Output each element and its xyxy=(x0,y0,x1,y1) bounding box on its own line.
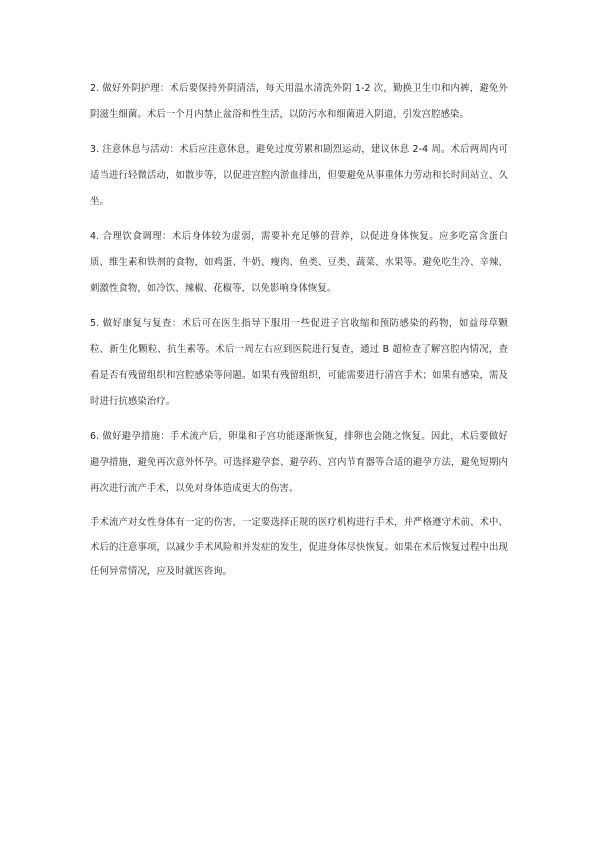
paragraph-contraception: 6. 做好避孕措施：手术流产后，卵巢和子宫功能逐渐恢复，排卵也会随之恢复。因此，术后要做好避孕措施，避免再次意外怀孕。可选择避孕套、避孕药、宫内节育器等合适的避孕方法，避免短期内再次进行流产手术，以免对身体造成更大的伤害。 xyxy=(90,431,508,494)
document-body xyxy=(90,76,508,594)
paragraph-recovery-checkup: 5. 做好康复与复查：术后可在医生指导下服用一些促进子宫收缩和预防感染的药物，如益母草颗粒、新生化颗粒、抗生素等。术后一周左右应到医院进行复查，通过 B 超检查了解宫腔内情况，查看是否有残留组织和宫腔感染等问题。如果有残留组织，可能需要进行清宫手术；如果有感染，需及时进行抗感染治疗。 xyxy=(90,318,508,407)
paragraph-conclusion: 手术流产对女性身体有一定的伤害，一定要选择正规的医疗机构进行手术，并严格遵守术前、术中、术后的注意事项，以减少手术风险和并发症的发生，促进身体尽快恢复。如果在术后恢复过程中出现任何异常情况，应及时就医咨询。 xyxy=(90,517,508,577)
paragraph-vulva-care: 2. 做好外阴护理：术后要保持外阴清洁，每天用温水清洗外阴 1-2 次，勤换卫生巾和内裤，避免外阴滋生细菌。术后一个月内禁止盆浴和性生活，以防污水和细菌进入阴道，引发宫腔感染。 xyxy=(90,83,508,120)
paragraph-diet: 4. 合理饮食调理：术后身体较为虚弱，需要补充足够的营养，以促进身体恢复。应多吃富含蛋白质、维生素和铁剂的食物，如鸡蛋、牛奶、瘦肉、鱼类、豆类、蔬菜、水果等。避免吃生冷、辛辣、刺激性食物，如冷饮、辣椒、花椒等，以免影响身体恢复。 xyxy=(90,231,508,294)
paragraph-rest-activity: 3. 注意休息与活动：术后应注意休息，避免过度劳累和剧烈运动，建议休息 2-4 周。术后两周内可适当进行轻微活动，如散步等，以促进宫腔内淤血排出，但要避免从事重体力劳动和长时间站立、久坐。 xyxy=(90,144,508,207)
